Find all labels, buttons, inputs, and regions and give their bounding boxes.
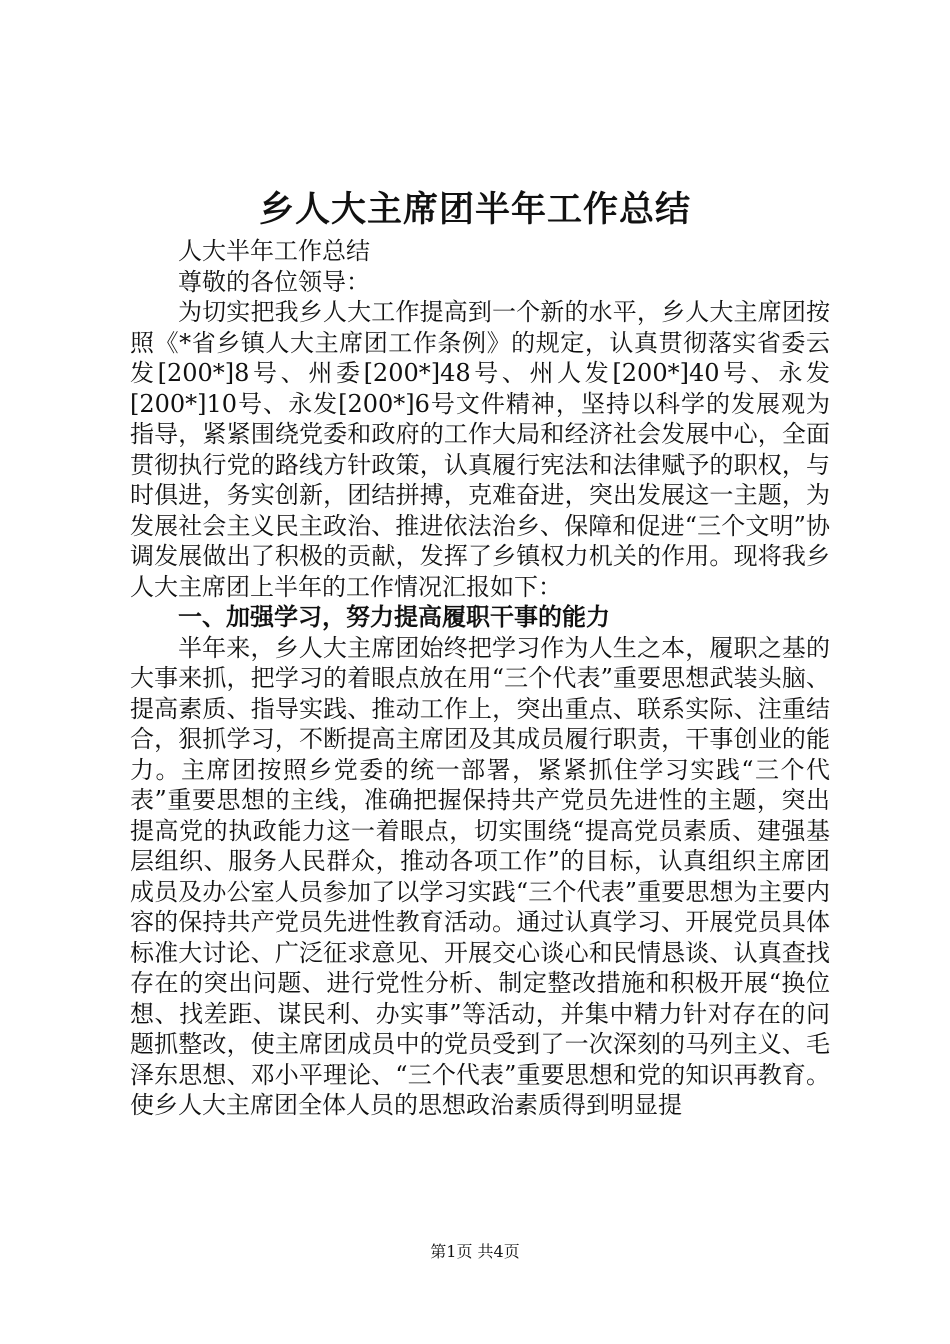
intro-paragraph: 为切实把我乡人大工作提高到一个新的水平，乡人大主席团按照《*省乡镇人大主席团工作条例》的规定，认真贯彻落实省委云发[200*]8号、州委[200*]48号、州人发[200*]40号、永发[200*]10号、永发[200*]6号文件精神，坚持以科学的发展观为指导，紧紧围绕党委和政府的工作大局和经济社会发展中心，全面贯彻执行党的路线方针政策，认真履行宪法和法律赋予的职权，与时俱进，务实创新，团结拼搏，克难奋进，突出发展这一主题，为发展社会主义民主政治、推进依法治乡、保障和促进“三个文明”协调发展做出了积极的贡献，发挥了乡镇权力机关的作用。现将我乡人大主席团上半年的工作情况汇报如下： bbox=[130, 298, 830, 601]
document-body bbox=[130, 236, 830, 1121]
document-subtitle: 人大半年工作总结 bbox=[178, 237, 370, 265]
document-title: 乡人大主席团半年工作总结 bbox=[258, 190, 691, 230]
section-paragraph: 半年来，乡人大主席团始终把学习作为人生之本，履职之基的大事来抓，把学习的着眼点放在用“三个代表”重要思想武装头脑、提高素质、指导实践、推动工作上，突出重点、联系实际、注重结合，狠抓学习，不断提高主席团及其成员履行职责，干事创业的能力。主席团按照乡党委的统一部署，紧紧抓住学习实践“三个代表”重要思想的主线，准确把握保持共产党员先进性的主题，突出提高党的执政能力这一着眼点，切实围绕“提高党员素质、建强基层组织、服务人民群众，推动各项工作”的目标，认真组织主席团成员及办公室人员参加了以学习实践“三个代表”重要思想为主要内容的保持共产党员先进性教育活动。通过认真学习、开展党员具体标准大讨论、广泛征求意见、开展交心谈心和民情恳谈、认真查找存在的突出问题、进行党性分析、制定整改措施和积极开展“换位想、找差距、谋民利、办实事”等活动，并集中精力针对存在的问题抓整改，使主席团成员中的党员受到了一次深刻的马列主义、毛泽东思想、邓小平理论、“三个代表”重要思想和党的知识再教育。使乡人大主席团全体人员的思想政治素质得到明显提 bbox=[130, 633, 830, 1119]
salutation: 尊敬的各位领导： bbox=[178, 267, 370, 296]
page-number-footer: 第1页 共4页 bbox=[430, 1242, 520, 1261]
section-heading: 一、加强学习，努力提高履职干事的能力 bbox=[178, 603, 610, 631]
